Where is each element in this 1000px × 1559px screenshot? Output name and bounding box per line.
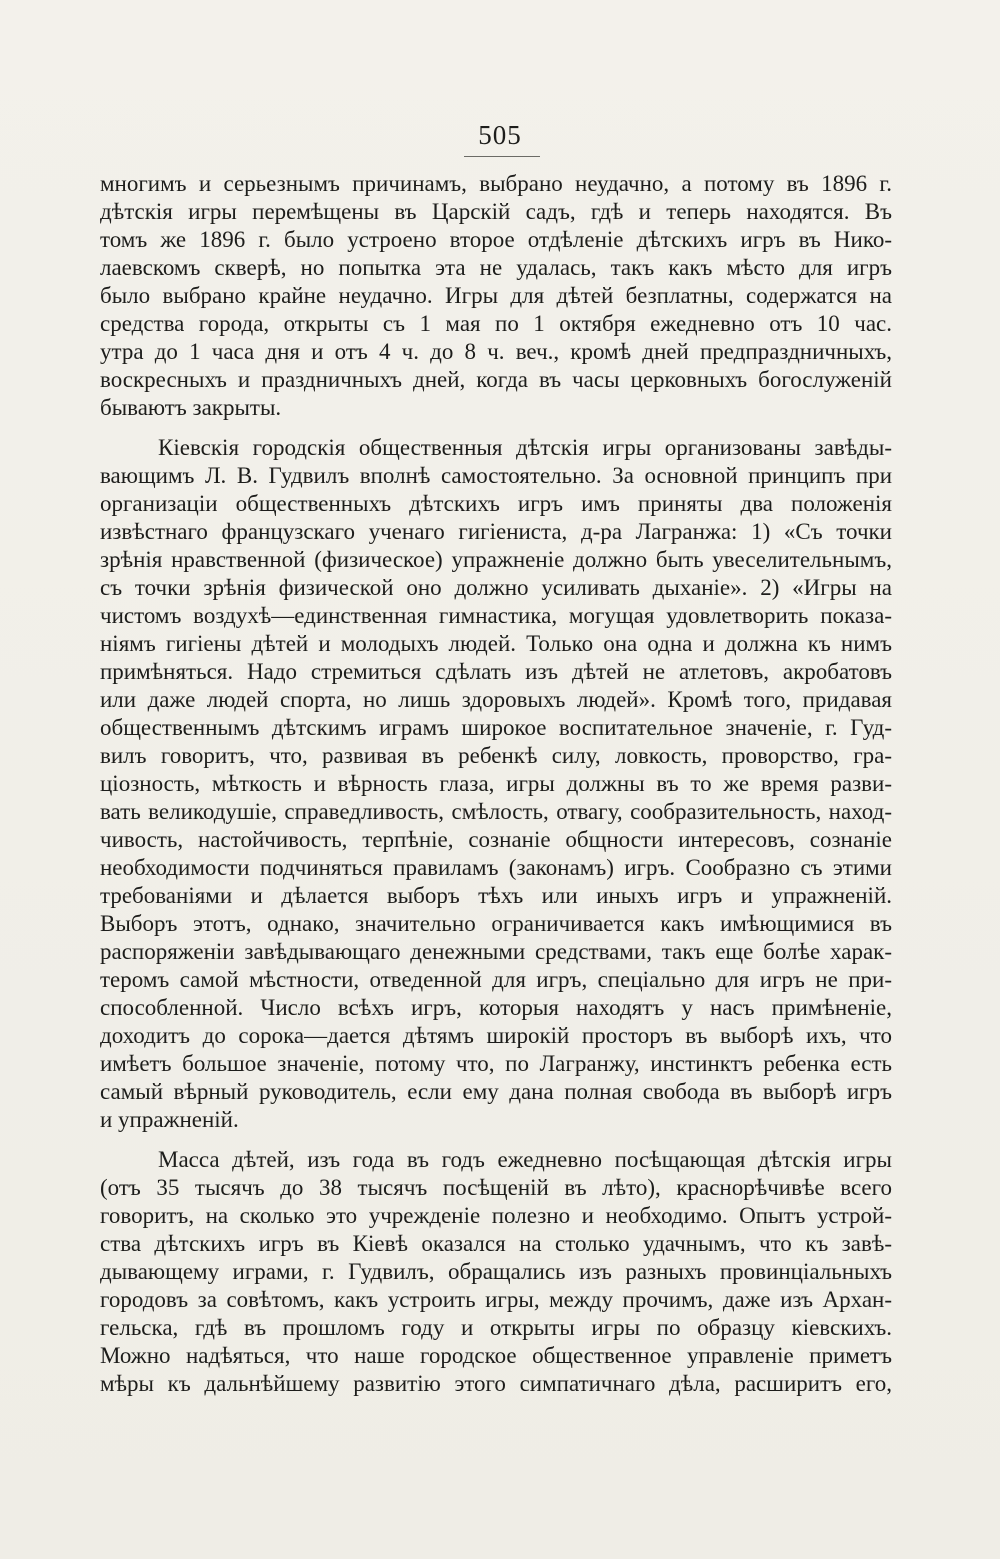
text-line: томъ же 1896 г. было устроено второе отдѣленіе дѣтскихъ игръ въ Нико-	[100, 227, 892, 252]
page-number-rule	[464, 156, 540, 157]
text-line: Масса дѣтей, изъ года въ годъ ежедневно посѣщающая дѣтскія игры	[158, 1147, 892, 1172]
text-line: гельска, гдѣ въ прошломъ году и открыты игры по образцу кіевскихъ.	[100, 1315, 892, 1340]
text-line: доходитъ до сорока—дается дѣтямъ широкій просторъ въ выборѣ ихъ, что	[100, 1023, 892, 1048]
paragraph-2	[100, 434, 892, 1134]
text-line: средства города, открыты съ 1 мая по 1 октября ежедневно отъ 10 час.	[100, 311, 892, 336]
text-line: теромъ самой мѣстности, отведенной для игръ, спеціально для игръ не при-	[100, 967, 892, 992]
text-line: многимъ и серьезнымъ причинамъ, выбрано неудачно, а потому въ 1896 г.	[100, 171, 892, 196]
text-line: требованіями и дѣлается выборъ тѣхъ или иныхъ игръ и упражненій.	[100, 883, 892, 908]
text-line: способленной. Число всѣхъ игръ, которыя находятъ у насъ примѣненіе,	[100, 995, 892, 1020]
text-line: вилъ говоритъ, что, развивая въ ребенкѣ силу, ловкость, проворство, гра-	[100, 743, 892, 768]
text-line: необходимости подчиняться правиламъ (законамъ) игръ. Сообразно съ этими	[100, 855, 892, 880]
text-line: вающимъ Л. В. Гудвилъ вполнѣ самостоятельно. За основной принципъ при	[100, 463, 892, 488]
text-line: и упражненій.	[100, 1107, 239, 1132]
paragraph-1	[100, 170, 892, 422]
paragraph-gap	[100, 1134, 892, 1146]
page-number: 505	[478, 120, 522, 150]
text-line: Выборъ этотъ, однако, значительно ограничивается какъ имѣющимися въ	[100, 911, 892, 936]
text-line: говоритъ, на сколько это учрежденіе полезно и необходимо. Опытъ устрой-	[100, 1203, 892, 1228]
text-line: имѣетъ большое значеніе, потому что, по Лагранжу, инстинктъ ребенка есть	[100, 1051, 892, 1076]
text-line: лаевскомъ скверѣ, но попытка эта не удалась, такъ какъ мѣсто для игръ	[100, 255, 892, 280]
text-line: городовъ за совѣтомъ, какъ устроить игры, между прочимъ, даже изъ Архан-	[100, 1287, 892, 1312]
text-line: дѣтскія игры перемѣщены въ Царскій садъ, гдѣ и теперь находятся. Въ	[100, 199, 892, 224]
text-line: воскресныхъ и праздничныхъ дней, когда въ часы церковныхъ богослуженій	[100, 367, 892, 392]
paragraph-gap	[100, 422, 892, 434]
text-line: ніямъ гигіены дѣтей и молодыхъ людей. Только она одна и должна къ нимъ	[100, 631, 892, 656]
text-line: дывающему играми, г. Гудвилъ, обращались изъ разныхъ провинціальныхъ	[100, 1259, 892, 1284]
text-line: самый вѣрный руководитель, если ему дана полная свобода въ выборѣ игръ	[100, 1079, 892, 1104]
text-line: общественнымъ дѣтскимъ играмъ широкое воспитательное значеніе, г. Гуд-	[100, 715, 892, 740]
text-line: примѣняться. Надо стремиться сдѣлать изъ дѣтей не атлетовъ, акробатовъ	[100, 659, 892, 684]
text-line: или даже людей спорта, но лишь здоровыхъ людей». Кромѣ того, придавая	[100, 687, 892, 712]
body-text	[100, 170, 892, 1398]
text-line: ціозность, мѣткость и вѣрность глаза, игры должны въ то же время разви-	[100, 771, 892, 796]
text-line: извѣстнаго французскаго ученаго гигіениста, д-ра Лагранжа: 1) «Съ точки	[100, 519, 892, 544]
text-line: ства дѣтскихъ игръ въ Кіевѣ оказался на столько удачнымъ, что къ завѣ-	[100, 1231, 892, 1256]
text-line: бываютъ закрыты.	[100, 395, 282, 420]
text-line: было выбрано крайне неудачно. Игры для дѣтей безплатны, содержатся на	[100, 283, 892, 308]
text-line: вать великодушіе, справедливость, смѣлость, отвагу, сообразительность, наход-	[100, 799, 892, 824]
text-line: съ точки зрѣнія физической оно должно усиливать дыханіе». 2) «Игры на	[100, 575, 892, 600]
text-line: распоряженіи завѣдывающаго денежными средствами, такъ еще болѣе харак-	[100, 939, 892, 964]
text-line: организаціи общественныхъ дѣтскихъ игръ имъ приняты два положенія	[100, 491, 892, 516]
text-line: утра до 1 часа дня и отъ 4 ч. до 8 ч. веч., кромѣ дней предпраздничныхъ,	[100, 339, 892, 364]
text-line: (отъ 35 тысячъ до 38 тысячъ посѣщеній въ лѣто), краснорѣчивѣе всего	[100, 1175, 892, 1200]
text-line: чивость, настойчивость, терпѣніе, сознаніе общности интересовъ, сознаніе	[100, 827, 892, 852]
paragraph-3	[100, 1146, 892, 1398]
text-line: Можно надѣяться, что наше городское общественное управленіе приметъ	[100, 1343, 892, 1368]
text-line: зрѣнія нравственной (физическое) упражненіе должно быть увеселительнымъ,	[100, 547, 892, 572]
text-line: Кіевскія городскія общественныя дѣтскія игры организованы завѣды-	[158, 435, 892, 460]
text-line: чистомъ воздухѣ—единственная гимнастика, могущая удовлетворить показа-	[100, 603, 892, 628]
text-line: мѣры къ дальнѣйшему развитію этого симпатичнаго дѣла, расширитъ его,	[100, 1371, 892, 1396]
